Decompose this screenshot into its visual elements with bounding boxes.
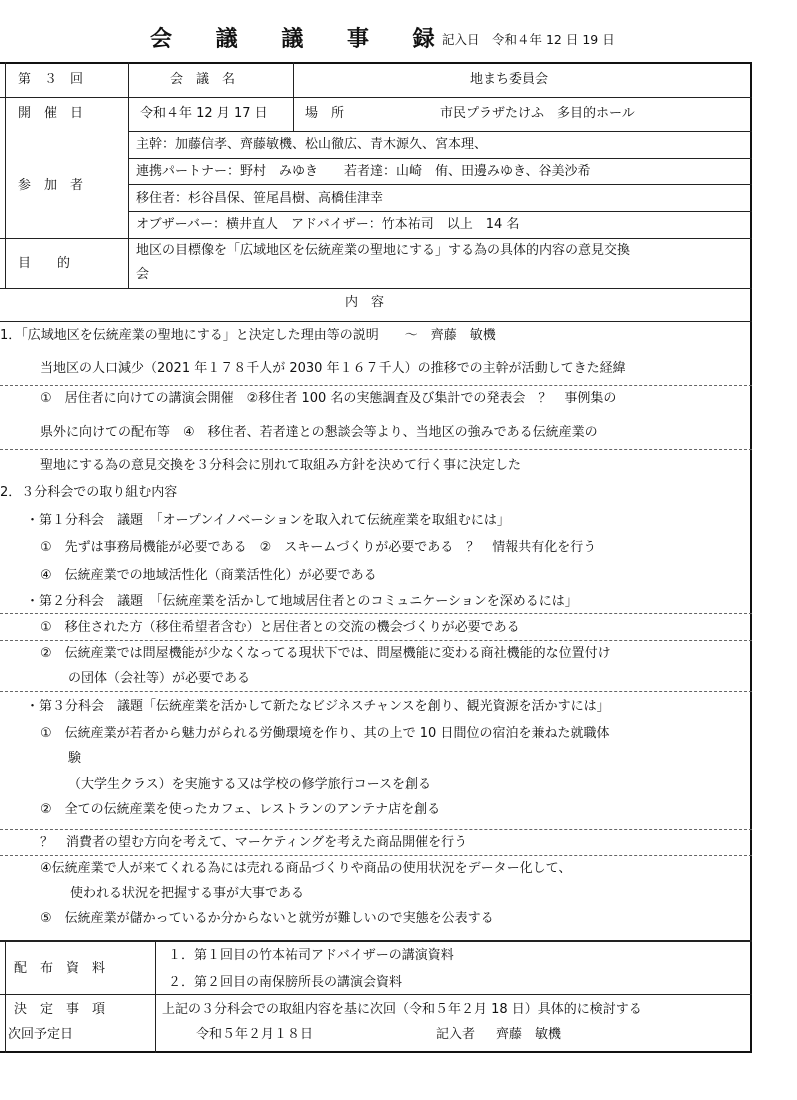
meeting-name-label: 会 議 名 bbox=[170, 72, 236, 87]
content-line: ② 全ての伝統産業を使ったカフェ、レストランのアンテナ店を創る bbox=[40, 802, 441, 817]
row-rule bbox=[0, 994, 752, 995]
row-rule bbox=[0, 238, 752, 239]
content-line: ① 居住者に向けての講演会開催 ②移住者 100 名の実態調査及び集計での発表会 ？ 事例集の bbox=[40, 391, 617, 406]
row-rule bbox=[128, 184, 752, 185]
attendee-line: 主幹：加藤信孝、齊藤敏機、松山徹広、青木源久、宮本理、 bbox=[136, 137, 488, 152]
content-line: 県外に向けての配布等 ④ 移住者、若者達との懇談会等より、当地区の強みである伝統産業の bbox=[40, 425, 598, 440]
column-rule bbox=[155, 940, 156, 1053]
column-rule bbox=[128, 62, 129, 288]
content-line: 当地区の人口減少（2021 年１７８千人が 2030 年１６７千人）の推移での主幹が活動してきた経緯 bbox=[40, 361, 626, 376]
dashed-rule bbox=[0, 829, 752, 830]
decision-label: 決 定 事 項 bbox=[14, 1002, 106, 1017]
column-rule bbox=[5, 62, 6, 288]
purpose-line: 地区の目標像を「広域地区を伝統産業の聖地にする」する為の具体的内容の意見交換 bbox=[136, 243, 631, 258]
content-line: ？ 消費者の望む方向を考えて、マーケティングを考えた商品開催を行う bbox=[40, 835, 468, 850]
purpose-line: 会 bbox=[136, 267, 150, 282]
material-item: １．第１回目の竹本祐司アドバイザーの講演資料 bbox=[168, 948, 454, 963]
content-line: ② 伝統産業では問屋機能が少なくなってる現状下では、問屋機能に変わる商社機能的な位置付け bbox=[40, 646, 611, 661]
attendee-line: オブザーバー：横井直人 アドバイザー：竹本祐司 以上 14 名 bbox=[136, 217, 520, 232]
meeting-place: 市民プラザたけふ 多目的ホール bbox=[440, 106, 635, 121]
next-date: 令和５年２月１８日 bbox=[196, 1027, 314, 1042]
session-label: 第 ３ 回 bbox=[18, 72, 84, 87]
dashed-rule bbox=[0, 449, 752, 450]
next-date-label: 次回予定日 bbox=[8, 1027, 74, 1042]
column-rule bbox=[293, 62, 294, 98]
dashed-rule bbox=[0, 385, 752, 386]
recorder-name: 齊藤 敏機 bbox=[496, 1027, 562, 1042]
attendees-label: 参 加 者 bbox=[18, 178, 84, 193]
dashed-rule bbox=[0, 691, 752, 692]
meeting-date: 令和４年 12 月 17 日 bbox=[140, 106, 268, 121]
content-line: ⑤ 伝統産業が儲かっているか分からないと就労が難しいので実態を公表する bbox=[40, 911, 494, 926]
content-line: （大学生クラス）を実施する又は学校の修学旅行コースを創る bbox=[68, 777, 431, 792]
content-line: ・第３分科会 議題「伝統産業を活かして新たなビジネスチャンスを創り、観光資源を活かすには」 bbox=[26, 699, 610, 714]
row-rule bbox=[0, 288, 752, 289]
dashed-rule bbox=[0, 640, 752, 641]
content-line: 使われる状況を把握する事が大事である bbox=[70, 886, 305, 901]
attendee-line: 移住者：杉谷昌保、笹尾昌樹、高橋佳津幸 bbox=[136, 191, 384, 206]
content-line: ① 伝統産業が若者から魅力がられる労働環境を作り、其の上で 10 日間位の宿泊を兼ねた就職体 bbox=[40, 726, 610, 741]
purpose-label: 目 的 bbox=[18, 256, 71, 271]
document-title: 会 議 議 事 録 bbox=[150, 26, 453, 52]
dashed-rule bbox=[0, 855, 752, 856]
column-rule bbox=[5, 940, 6, 1053]
content-line: 験 bbox=[68, 751, 82, 766]
content-line: の団体（会社等）が必要である bbox=[68, 671, 251, 686]
content-line: ① 移住された方（移住希望者含む）と居住者との交流の機会づくりが必要である bbox=[40, 620, 520, 635]
content-heading: 内 容 bbox=[345, 295, 385, 310]
row-rule bbox=[0, 940, 752, 942]
dashed-rule bbox=[0, 613, 752, 614]
row-rule bbox=[0, 321, 752, 322]
record-date: 記入日 令和４年 12 日 19 日 bbox=[442, 32, 615, 47]
content-line: 聖地にする為の意見交換を３分科会に別れて取組み方針を決めて行く事に決定した bbox=[40, 458, 522, 473]
row-rule bbox=[128, 131, 752, 132]
content-line: ① 先ずは事務局機能が必要である ② スキームづくりが必要である ？ 情報共有化を行う bbox=[40, 540, 597, 555]
recorder-label: 記入者 bbox=[436, 1027, 476, 1042]
material-item: ２．第２回目の南保膀所長の講演会資料 bbox=[168, 975, 403, 990]
decision-text: 上記の３分科会での取組内容を基に次回（令和５年２月 18 日）具体的に検討する bbox=[162, 1002, 642, 1017]
content-line: ・第１分科会 議題 「オープンイノベーションを取入れて伝統産業を取組むには」 bbox=[26, 513, 510, 528]
materials-label: 配 布 資 料 bbox=[14, 961, 106, 976]
content-line: ・第２分科会 議題 「伝統産業を活かして地域居住者とのコミュニケーションを深めるには」 bbox=[26, 594, 578, 609]
content-line: ④ 伝統産業での地域活性化（商業活性化）が必要である bbox=[40, 568, 377, 583]
meeting-name: 地まち委員会 bbox=[470, 72, 549, 87]
row-rule bbox=[0, 97, 752, 98]
content-line: 2．３分科会での取り組む内容 bbox=[0, 485, 178, 500]
place-label: 場 所 bbox=[305, 106, 345, 121]
column-rule bbox=[293, 97, 294, 131]
row-rule bbox=[128, 211, 752, 212]
content-line: 1．「広域地区を伝統産業の聖地にする」と決定した理由等の説明 ～ 齊藤 敏機 bbox=[0, 328, 496, 343]
attendee-line: 連携パートナー：野村 みゆき 若者達：山崎 侑、田邊みゆき、谷美沙希 bbox=[136, 164, 591, 179]
date-label: 開 催 日 bbox=[18, 106, 84, 121]
content-line: ④伝統産業で人が来てくれる為には売れる商品づくりや商品の使用状況をデーター化して、 bbox=[40, 861, 572, 876]
row-rule bbox=[128, 158, 752, 159]
